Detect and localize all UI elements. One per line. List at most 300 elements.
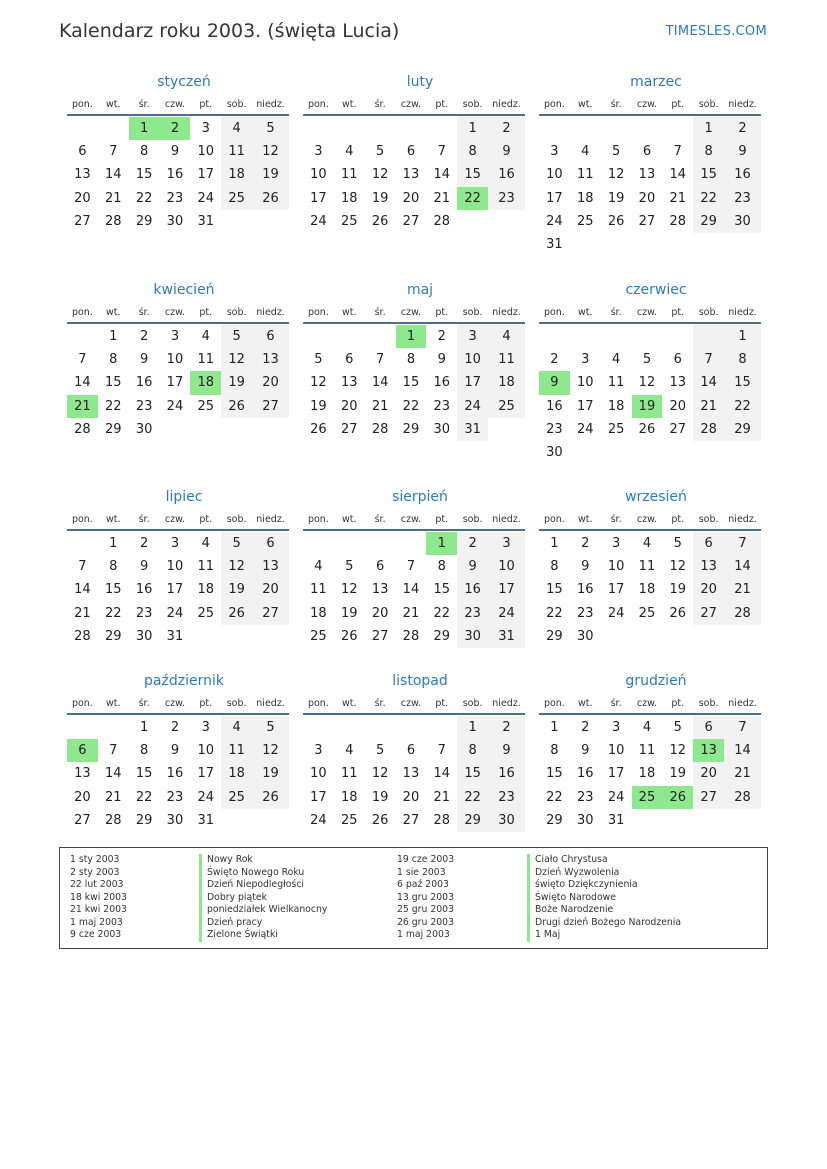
day-cell[interactable]: 30 — [576, 812, 594, 828]
day-cell[interactable]: 1 — [693, 117, 724, 140]
day-cell[interactable]: 5 — [252, 117, 289, 140]
day-cell[interactable]: 16 — [576, 582, 594, 598]
day-cell[interactable]: 24 — [546, 213, 563, 229]
day-cell[interactable]: 25 — [632, 786, 663, 809]
day-cell[interactable]: 18 — [638, 766, 656, 782]
day-cell[interactable]: 22 — [457, 187, 488, 210]
day-cell[interactable]: 27 — [638, 213, 656, 229]
day-cell[interactable]: 8 — [550, 559, 559, 575]
day-cell[interactable]: 9 — [457, 555, 488, 578]
day-cell[interactable]: 15 — [402, 375, 420, 391]
day-cell[interactable]: 1 — [550, 536, 559, 552]
day-cell[interactable]: 26 — [371, 812, 389, 828]
day-cell[interactable]: 19 — [340, 605, 358, 621]
day-cell[interactable]: 6 — [375, 559, 385, 575]
day-cell[interactable]: 27 — [340, 421, 358, 437]
day-cell[interactable]: 29 — [457, 809, 488, 832]
day-cell[interactable]: 12 — [340, 582, 358, 598]
day-cell[interactable]: 1 — [724, 325, 761, 348]
day-cell[interactable]: 9 — [437, 352, 446, 368]
day-cell[interactable]: 17 — [197, 766, 215, 782]
day-cell[interactable]: 5 — [252, 716, 289, 739]
day-cell[interactable]: 23 — [488, 187, 525, 210]
day-cell[interactable]: 5 — [314, 352, 323, 368]
day-cell[interactable]: 2 — [437, 329, 446, 345]
day-cell[interactable]: 4 — [201, 329, 210, 345]
day-cell[interactable]: 13 — [402, 167, 420, 183]
day-cell[interactable]: 5 — [673, 536, 682, 552]
day-cell[interactable]: 16 — [166, 167, 184, 183]
day-cell[interactable]: 13 — [693, 739, 724, 762]
day-cell[interactable]: 22 — [693, 187, 724, 210]
day-cell[interactable]: 17 — [310, 789, 327, 805]
day-cell[interactable]: 29 — [546, 812, 563, 828]
day-cell[interactable]: 15 — [104, 582, 122, 598]
day-cell[interactable]: 21 — [67, 395, 98, 418]
day-cell[interactable]: 29 — [402, 421, 420, 437]
day-cell[interactable]: 31 — [166, 628, 184, 644]
day-cell[interactable]: 26 — [252, 786, 289, 809]
day-cell[interactable]: 28 — [724, 786, 761, 809]
day-cell[interactable]: 24 — [310, 213, 327, 229]
day-cell[interactable]: 29 — [724, 418, 761, 441]
day-cell[interactable]: 17 — [576, 398, 594, 414]
day-cell[interactable]: 10 — [607, 559, 625, 575]
day-cell[interactable]: 22 — [135, 789, 153, 805]
day-cell[interactable]: 13 — [74, 167, 91, 183]
day-cell[interactable]: 17 — [607, 582, 625, 598]
day-cell[interactable]: 15 — [104, 375, 122, 391]
day-cell[interactable]: 25 — [488, 395, 525, 418]
day-cell[interactable]: 10 — [197, 743, 215, 759]
day-cell[interactable]: 4 — [221, 716, 252, 739]
day-cell[interactable]: 20 — [74, 789, 91, 805]
day-cell[interactable]: 9 — [488, 739, 525, 762]
day-cell[interactable]: 26 — [221, 602, 252, 625]
day-cell[interactable]: 30 — [724, 210, 761, 233]
day-cell[interactable]: 11 — [340, 766, 358, 782]
day-cell[interactable]: 23 — [546, 421, 563, 437]
day-cell[interactable]: 10 — [457, 348, 488, 371]
day-cell[interactable]: 22 — [104, 605, 122, 621]
day-cell[interactable]: 15 — [546, 582, 563, 598]
day-cell[interactable]: 22 — [433, 605, 451, 621]
day-cell[interactable]: 14 — [371, 375, 389, 391]
day-cell[interactable]: 17 — [166, 582, 184, 598]
day-cell[interactable]: 14 — [724, 739, 761, 762]
day-cell[interactable]: 3 — [550, 144, 559, 160]
day-cell[interactable]: 8 — [693, 140, 724, 163]
day-cell[interactable]: 19 — [221, 578, 252, 601]
day-cell[interactable]: 4 — [201, 536, 210, 552]
day-cell[interactable]: 27 — [74, 812, 91, 828]
day-cell[interactable]: 7 — [693, 348, 724, 371]
day-cell[interactable]: 20 — [693, 762, 724, 785]
day-cell[interactable]: 24 — [166, 605, 184, 621]
day-cell[interactable]: 12 — [607, 167, 625, 183]
day-cell[interactable]: 31 — [457, 418, 488, 441]
day-cell[interactable]: 11 — [197, 559, 215, 575]
day-cell[interactable]: 30 — [166, 812, 184, 828]
day-cell[interactable]: 11 — [221, 140, 252, 163]
day-cell[interactable]: 30 — [166, 213, 184, 229]
day-cell[interactable]: 27 — [252, 395, 289, 418]
day-cell[interactable]: 4 — [488, 325, 525, 348]
day-cell[interactable]: 26 — [252, 187, 289, 210]
day-cell[interactable]: 29 — [135, 812, 153, 828]
day-cell[interactable]: 3 — [201, 720, 210, 736]
day-cell[interactable]: 25 — [221, 786, 252, 809]
day-cell[interactable]: 21 — [402, 605, 420, 621]
day-cell[interactable]: 24 — [488, 602, 525, 625]
day-cell[interactable]: 14 — [402, 582, 420, 598]
day-cell[interactable]: 21 — [433, 190, 451, 206]
day-cell[interactable]: 1 — [457, 716, 488, 739]
day-cell[interactable]: 16 — [135, 582, 153, 598]
day-cell[interactable]: 4 — [221, 117, 252, 140]
day-cell[interactable]: 18 — [340, 190, 358, 206]
day-cell[interactable]: 17 — [546, 190, 563, 206]
day-cell[interactable]: 7 — [437, 144, 446, 160]
day-cell[interactable]: 15 — [135, 766, 153, 782]
day-cell[interactable]: 6 — [406, 743, 416, 759]
day-cell[interactable]: 24 — [197, 190, 215, 206]
day-cell[interactable]: 10 — [576, 375, 594, 391]
day-cell[interactable]: 25 — [197, 398, 215, 414]
day-cell[interactable]: 3 — [201, 121, 210, 137]
day-cell[interactable]: 2 — [139, 536, 149, 552]
day-cell[interactable]: 19 — [310, 398, 327, 414]
day-cell[interactable]: 30 — [576, 628, 594, 644]
day-cell[interactable]: 1 — [139, 720, 149, 736]
day-cell[interactable]: 28 — [724, 602, 761, 625]
day-cell[interactable]: 7 — [375, 352, 385, 368]
day-cell[interactable]: 28 — [669, 213, 687, 229]
day-cell[interactable]: 28 — [74, 421, 91, 437]
day-cell[interactable]: 28 — [371, 421, 389, 437]
day-cell[interactable]: 28 — [402, 628, 420, 644]
day-cell[interactable]: 26 — [340, 628, 358, 644]
day-cell[interactable]: 5 — [221, 532, 252, 555]
day-cell[interactable]: 7 — [109, 144, 118, 160]
day-cell[interactable]: 21 — [371, 398, 389, 414]
day-cell[interactable]: 3 — [488, 532, 525, 555]
day-cell[interactable]: 20 — [252, 578, 289, 601]
day-cell[interactable]: 7 — [78, 352, 87, 368]
day-cell[interactable]: 4 — [314, 559, 323, 575]
day-cell[interactable]: 25 — [638, 605, 656, 621]
day-cell[interactable]: 8 — [406, 352, 416, 368]
day-cell[interactable]: 26 — [638, 421, 656, 437]
day-cell[interactable]: 24 — [166, 398, 184, 414]
day-cell[interactable]: 6 — [673, 352, 682, 368]
day-cell[interactable]: 14 — [724, 555, 761, 578]
day-cell[interactable]: 7 — [724, 532, 761, 555]
day-cell[interactable]: 15 — [693, 163, 724, 186]
day-cell[interactable]: 4 — [345, 144, 354, 160]
day-cell[interactable]: 9 — [170, 743, 180, 759]
day-cell[interactable]: 17 — [197, 167, 215, 183]
day-cell[interactable]: 6 — [67, 739, 98, 762]
day-cell[interactable]: 1 — [396, 325, 427, 348]
day-cell[interactable]: 23 — [457, 602, 488, 625]
day-cell[interactable]: 10 — [488, 555, 525, 578]
day-cell[interactable]: 7 — [78, 559, 87, 575]
day-cell[interactable]: 12 — [669, 743, 687, 759]
day-cell[interactable]: 9 — [539, 371, 570, 394]
day-cell[interactable]: 9 — [581, 559, 590, 575]
day-cell[interactable]: 3 — [611, 720, 621, 736]
day-cell[interactable]: 17 — [166, 375, 184, 391]
day-cell[interactable]: 9 — [581, 743, 590, 759]
day-cell[interactable]: 13 — [371, 582, 389, 598]
day-cell[interactable]: 10 — [546, 167, 563, 183]
day-cell[interactable]: 22 — [135, 190, 153, 206]
day-cell[interactable]: 6 — [693, 716, 724, 739]
day-cell[interactable]: 21 — [433, 789, 451, 805]
day-cell[interactable]: 26 — [669, 605, 687, 621]
day-cell[interactable]: 10 — [607, 743, 625, 759]
day-cell[interactable]: 24 — [310, 812, 327, 828]
day-cell[interactable]: 27 — [693, 786, 724, 809]
day-cell[interactable]: 8 — [139, 743, 149, 759]
day-cell[interactable]: 11 — [576, 167, 594, 183]
day-cell[interactable]: 11 — [221, 739, 252, 762]
day-cell[interactable]: 3 — [581, 352, 590, 368]
day-cell[interactable]: 2 — [457, 532, 488, 555]
day-cell[interactable]: 9 — [170, 144, 180, 160]
day-cell[interactable]: 8 — [139, 144, 149, 160]
day-cell[interactable]: 13 — [693, 555, 724, 578]
day-cell[interactable]: 13 — [669, 375, 687, 391]
day-cell[interactable]: 2 — [488, 117, 525, 140]
day-cell[interactable]: 20 — [669, 398, 687, 414]
day-cell[interactable]: 16 — [488, 762, 525, 785]
day-cell[interactable]: 19 — [607, 190, 625, 206]
day-cell[interactable]: 24 — [457, 395, 488, 418]
day-cell[interactable]: 8 — [724, 348, 761, 371]
day-cell[interactable]: 14 — [669, 167, 687, 183]
day-cell[interactable]: 29 — [546, 628, 563, 644]
day-cell[interactable]: 14 — [693, 371, 724, 394]
day-cell[interactable]: 15 — [457, 163, 488, 186]
day-cell[interactable]: 20 — [638, 190, 656, 206]
day-cell[interactable]: 12 — [310, 375, 327, 391]
day-cell[interactable]: 27 — [252, 602, 289, 625]
day-cell[interactable]: 15 — [546, 766, 563, 782]
day-cell[interactable]: 14 — [433, 766, 451, 782]
day-cell[interactable]: 1 — [109, 329, 118, 345]
day-cell[interactable]: 30 — [135, 628, 153, 644]
day-cell[interactable]: 2 — [139, 329, 149, 345]
day-cell[interactable]: 24 — [607, 789, 625, 805]
day-cell[interactable]: 21 — [724, 762, 761, 785]
day-cell[interactable]: 1 — [457, 117, 488, 140]
day-cell[interactable]: 5 — [673, 720, 682, 736]
day-cell[interactable]: 6 — [642, 144, 652, 160]
day-cell[interactable]: 5 — [375, 743, 385, 759]
day-cell[interactable]: 29 — [433, 628, 451, 644]
day-cell[interactable]: 7 — [724, 716, 761, 739]
day-cell[interactable]: 19 — [221, 371, 252, 394]
day-cell[interactable]: 10 — [166, 352, 184, 368]
day-cell[interactable]: 29 — [104, 421, 122, 437]
day-cell[interactable]: 21 — [724, 578, 761, 601]
day-cell[interactable]: 11 — [310, 582, 327, 598]
day-cell[interactable]: 12 — [221, 555, 252, 578]
day-cell[interactable]: 25 — [221, 187, 252, 210]
day-cell[interactable]: 23 — [135, 398, 153, 414]
day-cell[interactable]: 2 — [724, 117, 761, 140]
day-cell[interactable]: 5 — [221, 325, 252, 348]
day-cell[interactable]: 3 — [457, 325, 488, 348]
day-cell[interactable]: 6 — [78, 144, 87, 160]
day-cell[interactable]: 22 — [104, 398, 122, 414]
day-cell[interactable]: 22 — [546, 605, 563, 621]
day-cell[interactable]: 20 — [74, 190, 91, 206]
day-cell[interactable]: 25 — [197, 605, 215, 621]
day-cell[interactable]: 18 — [310, 605, 327, 621]
day-cell[interactable]: 1 — [426, 532, 457, 555]
day-cell[interactable]: 26 — [221, 395, 252, 418]
day-cell[interactable]: 21 — [104, 190, 122, 206]
day-cell[interactable]: 23 — [576, 789, 594, 805]
day-cell[interactable]: 30 — [457, 625, 488, 648]
day-cell[interactable]: 2 — [550, 352, 559, 368]
day-cell[interactable]: 6 — [345, 352, 354, 368]
day-cell[interactable]: 26 — [662, 786, 693, 809]
day-cell[interactable]: 13 — [638, 167, 656, 183]
day-cell[interactable]: 31 — [197, 213, 215, 229]
day-cell[interactable]: 5 — [345, 559, 354, 575]
day-cell[interactable]: 11 — [638, 743, 656, 759]
day-cell[interactable]: 30 — [135, 421, 153, 437]
day-cell[interactable]: 27 — [74, 213, 91, 229]
day-cell[interactable]: 13 — [402, 766, 420, 782]
day-cell[interactable]: 2 — [170, 720, 180, 736]
day-cell[interactable]: 18 — [638, 582, 656, 598]
day-cell[interactable]: 18 — [607, 398, 625, 414]
day-cell[interactable]: 13 — [252, 555, 289, 578]
day-cell[interactable]: 11 — [607, 375, 625, 391]
day-cell[interactable]: 24 — [197, 789, 215, 805]
day-cell[interactable]: 22 — [457, 786, 488, 809]
day-cell[interactable]: 31 — [546, 237, 563, 253]
day-cell[interactable]: 14 — [104, 766, 122, 782]
day-cell[interactable]: 4 — [611, 352, 621, 368]
day-cell[interactable]: 14 — [433, 167, 451, 183]
day-cell[interactable]: 7 — [673, 144, 682, 160]
day-cell[interactable]: 25 — [310, 628, 327, 644]
day-cell[interactable]: 11 — [340, 167, 358, 183]
day-cell[interactable]: 28 — [433, 812, 451, 828]
day-cell[interactable]: 27 — [371, 628, 389, 644]
day-cell[interactable]: 9 — [139, 559, 149, 575]
day-cell[interactable]: 4 — [642, 536, 652, 552]
day-cell[interactable]: 23 — [724, 187, 761, 210]
day-cell[interactable]: 19 — [371, 789, 389, 805]
day-cell[interactable]: 17 — [310, 190, 327, 206]
day-cell[interactable]: 27 — [693, 602, 724, 625]
day-cell[interactable]: 4 — [581, 144, 590, 160]
day-cell[interactable]: 17 — [488, 578, 525, 601]
day-cell[interactable]: 14 — [104, 167, 122, 183]
day-cell[interactable]: 23 — [166, 789, 184, 805]
day-cell[interactable]: 2 — [581, 536, 590, 552]
day-cell[interactable]: 9 — [724, 140, 761, 163]
day-cell[interactable]: 18 — [190, 371, 221, 394]
day-cell[interactable]: 6 — [693, 532, 724, 555]
day-cell[interactable]: 11 — [197, 352, 215, 368]
day-cell[interactable]: 8 — [550, 743, 559, 759]
day-cell[interactable]: 9 — [139, 352, 149, 368]
day-cell[interactable]: 24 — [607, 605, 625, 621]
day-cell[interactable]: 16 — [724, 163, 761, 186]
day-cell[interactable]: 16 — [457, 578, 488, 601]
day-cell[interactable]: 8 — [437, 559, 446, 575]
day-cell[interactable]: 1 — [550, 720, 559, 736]
day-cell[interactable]: 16 — [433, 375, 451, 391]
day-cell[interactable]: 6 — [252, 532, 289, 555]
day-cell[interactable]: 2 — [581, 720, 590, 736]
day-cell[interactable]: 19 — [669, 582, 687, 598]
day-cell[interactable]: 18 — [221, 163, 252, 186]
day-cell[interactable]: 19 — [632, 395, 663, 418]
day-cell[interactable]: 27 — [402, 812, 420, 828]
day-cell[interactable]: 19 — [252, 762, 289, 785]
day-cell[interactable]: 20 — [340, 398, 358, 414]
day-cell[interactable]: 30 — [433, 421, 451, 437]
day-cell[interactable]: 16 — [546, 398, 563, 414]
day-cell[interactable]: 8 — [457, 739, 488, 762]
day-cell[interactable]: 12 — [638, 375, 656, 391]
day-cell[interactable]: 3 — [314, 743, 323, 759]
day-cell[interactable]: 10 — [310, 766, 327, 782]
day-cell[interactable]: 29 — [104, 628, 122, 644]
day-cell[interactable]: 21 — [669, 190, 687, 206]
day-cell[interactable]: 13 — [340, 375, 358, 391]
day-cell[interactable]: 21 — [104, 789, 122, 805]
day-cell[interactable]: 28 — [433, 213, 451, 229]
day-cell[interactable]: 17 — [607, 766, 625, 782]
day-cell[interactable]: 19 — [371, 190, 389, 206]
day-cell[interactable]: 18 — [221, 762, 252, 785]
day-cell[interactable]: 23 — [433, 398, 451, 414]
day-cell[interactable]: 19 — [669, 766, 687, 782]
day-cell[interactable]: 28 — [693, 418, 724, 441]
day-cell[interactable]: 9 — [488, 140, 525, 163]
day-cell[interactable]: 23 — [135, 605, 153, 621]
day-cell[interactable]: 22 — [546, 789, 563, 805]
day-cell[interactable]: 12 — [371, 167, 389, 183]
day-cell[interactable]: 20 — [402, 789, 420, 805]
day-cell[interactable]: 18 — [340, 789, 358, 805]
day-cell[interactable]: 5 — [642, 352, 652, 368]
day-cell[interactable]: 28 — [104, 213, 122, 229]
day-cell[interactable]: 16 — [135, 375, 153, 391]
day-cell[interactable]: 25 — [576, 213, 594, 229]
day-cell[interactable]: 7 — [406, 559, 416, 575]
day-cell[interactable]: 20 — [693, 578, 724, 601]
day-cell[interactable]: 15 — [724, 371, 761, 394]
day-cell[interactable]: 5 — [611, 144, 621, 160]
day-cell[interactable]: 23 — [166, 190, 184, 206]
day-cell[interactable]: 14 — [74, 582, 91, 598]
day-cell[interactable]: 20 — [252, 371, 289, 394]
day-cell[interactable]: 5 — [375, 144, 385, 160]
day-cell[interactable]: 22 — [724, 395, 761, 418]
day-cell[interactable]: 12 — [221, 348, 252, 371]
